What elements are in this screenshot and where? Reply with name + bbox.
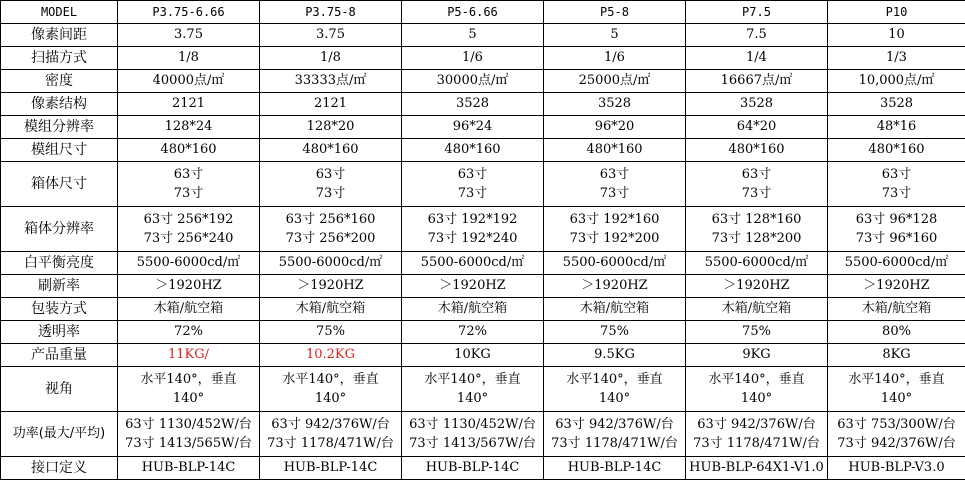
value-line: 水平140°，垂直 xyxy=(848,372,945,387)
row-label: 白平衡亮度 xyxy=(1,252,118,275)
value-cell: 5500-6000cd/㎡ xyxy=(544,252,686,275)
value-line: 73寸 256*240 xyxy=(143,231,234,246)
table-row xyxy=(1,252,965,275)
value-line: 140° xyxy=(740,391,773,406)
value-cell xyxy=(402,207,544,252)
value-cell: 5500-6000cd/㎡ xyxy=(402,252,544,275)
value-cell: 8KG xyxy=(828,344,965,367)
value-cell: ＞1920HZ xyxy=(544,275,686,298)
value-cell: 7.5 xyxy=(686,24,828,47)
value-line: 73寸 xyxy=(457,186,488,201)
value-cell: ＞1920HZ xyxy=(686,275,828,298)
header-label: MODEL xyxy=(1,1,118,24)
value-line: 140° xyxy=(598,391,631,406)
value-line: 73寸 192*240 xyxy=(427,231,518,246)
table-row xyxy=(1,24,965,47)
value-cell: 3528 xyxy=(686,93,828,116)
value-line: 140° xyxy=(880,391,913,406)
table-row xyxy=(1,70,965,93)
value-cell xyxy=(118,412,260,457)
value-cell: HUB-BLP-14C xyxy=(118,457,260,480)
value-cell: 480*160 xyxy=(260,139,402,162)
value-line: 63寸 xyxy=(881,167,912,182)
value-cell: HUB-BLP-14C xyxy=(260,457,402,480)
value-cell xyxy=(828,162,965,207)
value-line: 140° xyxy=(456,391,489,406)
table-row xyxy=(1,457,965,480)
value-line: 73寸 xyxy=(881,186,912,201)
value-line: 水平140°，垂直 xyxy=(424,372,521,387)
weight-cell-highlight: 10.2KG xyxy=(260,344,402,367)
value-cell: 3528 xyxy=(544,93,686,116)
row-label: 产品重量 xyxy=(1,344,118,367)
value-line: 73寸 128*200 xyxy=(711,231,802,246)
value-cell: 480*160 xyxy=(686,139,828,162)
value-cell: HUB-BLP-64X1-V1.0 xyxy=(686,457,828,480)
value-cell: 3.75 xyxy=(260,24,402,47)
row-label: 像素结构 xyxy=(1,93,118,116)
value-cell: 1/6 xyxy=(544,47,686,70)
value-line: 73寸 xyxy=(173,186,204,201)
table-row xyxy=(1,139,965,162)
value-cell xyxy=(544,207,686,252)
table-row xyxy=(1,367,965,412)
value-cell xyxy=(118,162,260,207)
value-line: 73寸 256*200 xyxy=(285,231,376,246)
value-line: 73寸 1178/471W/台 xyxy=(693,436,820,451)
row-label: 模组尺寸 xyxy=(1,139,118,162)
value-line: 63寸 192*192 xyxy=(427,212,518,227)
value-cell: HUB-BLP-14C xyxy=(544,457,686,480)
value-cell: 1/3 xyxy=(828,47,965,70)
table-row xyxy=(1,93,965,116)
model-cell: P10 xyxy=(828,1,965,24)
value-line: 63寸 xyxy=(315,167,346,182)
table-row xyxy=(1,412,965,457)
value-line: 水平140°，垂直 xyxy=(566,372,663,387)
table-row xyxy=(1,47,965,70)
value-line: 63寸 753/300W/台 xyxy=(837,417,956,432)
value-cell: 16667点/㎡ xyxy=(686,70,828,93)
value-line: 63寸 942/376W/台 xyxy=(271,417,390,432)
value-cell: 75% xyxy=(544,321,686,344)
value-cell: ＞1920HZ xyxy=(828,275,965,298)
row-label: 功率(最大/平均) xyxy=(1,412,118,457)
value-cell xyxy=(828,367,965,412)
value-cell xyxy=(686,367,828,412)
value-cell xyxy=(260,207,402,252)
value-cell xyxy=(118,207,260,252)
value-cell: 480*160 xyxy=(402,139,544,162)
value-cell: 96*24 xyxy=(402,116,544,139)
value-cell: 80% xyxy=(828,321,965,344)
row-label: 密度 xyxy=(1,70,118,93)
value-cell: 3528 xyxy=(828,93,965,116)
value-cell: 9KG xyxy=(686,344,828,367)
row-label: 箱体分辨率 xyxy=(1,207,118,252)
value-cell: 30000点/㎡ xyxy=(402,70,544,93)
value-cell xyxy=(260,412,402,457)
value-line: 水平140°，垂直 xyxy=(708,372,805,387)
row-label: 刷新率 xyxy=(1,275,118,298)
value-cell: 2121 xyxy=(260,93,402,116)
value-cell: 木箱/航空箱 xyxy=(686,298,828,321)
value-cell xyxy=(686,207,828,252)
value-line: 73寸 xyxy=(315,186,346,201)
model-cell: P5-6.66 xyxy=(402,1,544,24)
value-cell: 128*20 xyxy=(260,116,402,139)
value-line: 63寸 1130/452W/台 xyxy=(125,417,252,432)
value-cell: 木箱/航空箱 xyxy=(118,298,260,321)
value-cell xyxy=(118,367,260,412)
value-cell: 10KG xyxy=(402,344,544,367)
value-line: 73寸 1413/567W/台 xyxy=(409,436,536,451)
value-cell: HUB-BLP-V3.0 xyxy=(828,457,965,480)
value-cell: 木箱/航空箱 xyxy=(544,298,686,321)
value-cell: 5 xyxy=(544,24,686,47)
value-line: 水平140°，垂直 xyxy=(282,372,379,387)
value-line: 63寸 96*128 xyxy=(855,212,938,227)
value-cell: 5500-6000cd/㎡ xyxy=(686,252,828,275)
value-line: 水平140°，垂直 xyxy=(140,372,237,387)
value-cell: 5 xyxy=(402,24,544,47)
value-cell xyxy=(544,367,686,412)
table-row xyxy=(1,275,965,298)
header-row xyxy=(1,1,965,24)
row-label: 箱体尺寸 xyxy=(1,162,118,207)
value-cell xyxy=(402,367,544,412)
value-cell: 1/6 xyxy=(402,47,544,70)
value-cell xyxy=(544,162,686,207)
value-cell xyxy=(260,367,402,412)
value-line: 63寸 192*160 xyxy=(569,212,660,227)
value-line: 63寸 1130/452W/台 xyxy=(409,417,536,432)
value-line: 73寸 1413/565W/台 xyxy=(125,436,252,451)
value-cell: 96*20 xyxy=(544,116,686,139)
value-cell: 480*160 xyxy=(544,139,686,162)
value-line: 63寸 256*160 xyxy=(285,212,376,227)
table-row xyxy=(1,298,965,321)
table-row xyxy=(1,207,965,252)
row-label: 包装方式 xyxy=(1,298,118,321)
value-cell: 48*16 xyxy=(828,116,965,139)
value-cell: 2121 xyxy=(118,93,260,116)
value-cell xyxy=(402,412,544,457)
value-cell: 40000点/㎡ xyxy=(118,70,260,93)
value-cell: ＞1920HZ xyxy=(118,275,260,298)
model-cell: P3.75-6.66 xyxy=(118,1,260,24)
value-cell: ＞1920HZ xyxy=(402,275,544,298)
value-cell: 10,000点/㎡ xyxy=(828,70,965,93)
row-label: 像素间距 xyxy=(1,24,118,47)
value-cell: 1/8 xyxy=(118,47,260,70)
value-cell: 33333点/㎡ xyxy=(260,70,402,93)
value-line: 63寸 942/376W/台 xyxy=(555,417,674,432)
value-line: 73寸 942/376W/台 xyxy=(837,436,956,451)
value-cell xyxy=(260,162,402,207)
value-cell: 480*160 xyxy=(118,139,260,162)
value-cell xyxy=(686,412,828,457)
value-cell xyxy=(686,162,828,207)
row-label: 视角 xyxy=(1,367,118,412)
value-cell: 5500-6000cd/㎡ xyxy=(260,252,402,275)
value-cell: 9.5KG xyxy=(544,344,686,367)
model-cell: P7.5 xyxy=(686,1,828,24)
value-cell: 480*160 xyxy=(828,139,965,162)
value-cell xyxy=(828,207,965,252)
table-row xyxy=(1,344,965,367)
value-cell: 3528 xyxy=(402,93,544,116)
value-cell: HUB-BLP-14C xyxy=(402,457,544,480)
value-cell: 3.75 xyxy=(118,24,260,47)
value-line: 73寸 1178/471W/台 xyxy=(267,436,394,451)
value-cell: 1/4 xyxy=(686,47,828,70)
value-line: 63寸 128*160 xyxy=(711,212,802,227)
value-cell: 5500-6000cd/㎡ xyxy=(118,252,260,275)
value-line: 73寸 xyxy=(741,186,772,201)
row-label: 接口定义 xyxy=(1,457,118,480)
value-cell: 5500-6000cd/㎡ xyxy=(828,252,965,275)
value-cell: 72% xyxy=(118,321,260,344)
value-cell xyxy=(828,412,965,457)
value-cell: 64*20 xyxy=(686,116,828,139)
value-line: 63寸 xyxy=(741,167,772,182)
value-line: 63寸 xyxy=(173,167,204,182)
value-line: 73寸 xyxy=(599,186,630,201)
value-line: 63寸 942/376W/台 xyxy=(697,417,816,432)
value-cell: 木箱/航空箱 xyxy=(828,298,965,321)
value-line: 73寸 192*200 xyxy=(569,231,660,246)
value-cell: 25000点/㎡ xyxy=(544,70,686,93)
value-line: 73寸 96*160 xyxy=(855,231,938,246)
weight-cell-highlight: 11KG/ xyxy=(118,344,260,367)
value-line: 63寸 xyxy=(457,167,488,182)
value-cell: 75% xyxy=(260,321,402,344)
value-line: 63寸 xyxy=(599,167,630,182)
model-cell: P3.75-8 xyxy=(260,1,402,24)
table-row xyxy=(1,321,965,344)
value-cell: 128*24 xyxy=(118,116,260,139)
value-cell: 木箱/航空箱 xyxy=(402,298,544,321)
row-label: 扫描方式 xyxy=(1,47,118,70)
value-line: 73寸 1178/471W/台 xyxy=(551,436,678,451)
value-cell: 75% xyxy=(686,321,828,344)
value-cell: 木箱/航空箱 xyxy=(260,298,402,321)
value-line: 63寸 256*192 xyxy=(143,212,234,227)
row-label: 透明率 xyxy=(1,321,118,344)
value-cell: 72% xyxy=(402,321,544,344)
table-row xyxy=(1,162,965,207)
row-label: 模组分辨率 xyxy=(1,116,118,139)
value-cell: 10 xyxy=(828,24,965,47)
value-cell: ＞1920HZ xyxy=(260,275,402,298)
value-cell: 1/8 xyxy=(260,47,402,70)
value-line: 140° xyxy=(172,391,205,406)
value-cell xyxy=(544,412,686,457)
value-line: 140° xyxy=(314,391,347,406)
value-cell xyxy=(402,162,544,207)
model-cell: P5-8 xyxy=(544,1,686,24)
table-row xyxy=(1,116,965,139)
